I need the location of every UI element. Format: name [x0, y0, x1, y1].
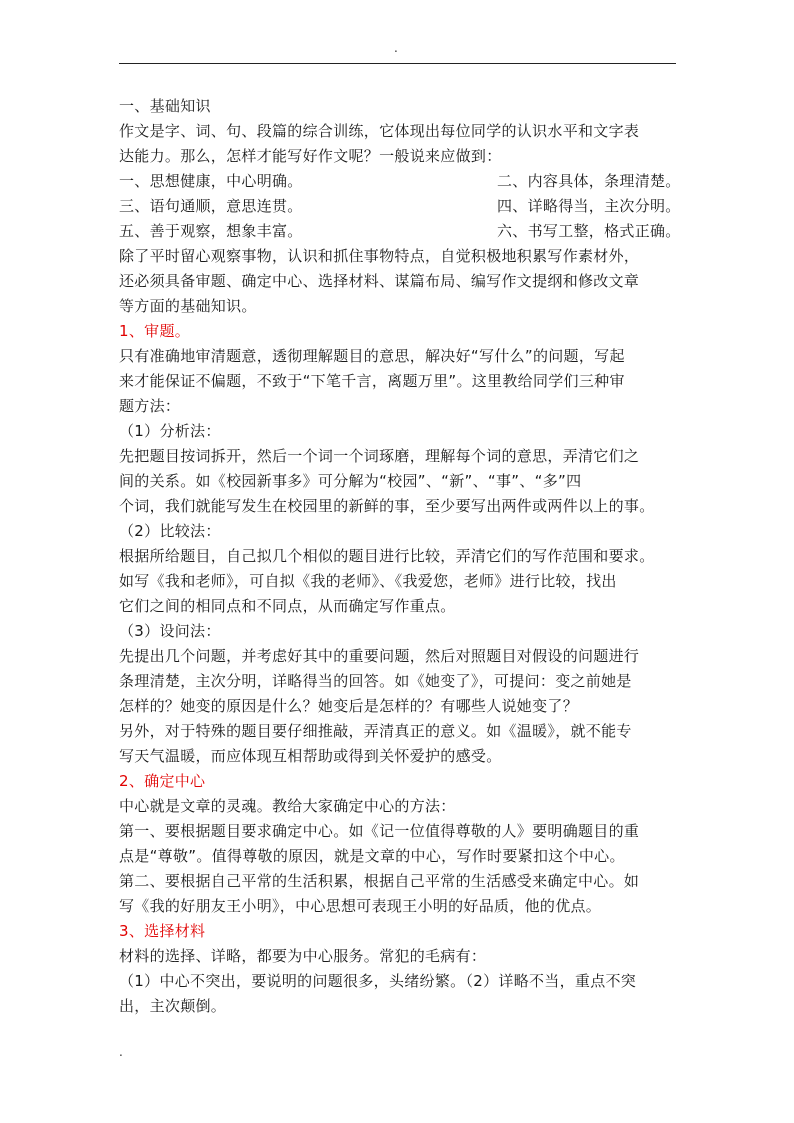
subheading-comparison: （2）比较法： [119, 522, 221, 540]
paragraph-line: 怎样的？她变的原因是什么？她变后是怎样的？有哪些人说她变了？ [119, 697, 579, 715]
paragraph-line: 个词，我们就能写发生在校园里的新鲜的事，至少要写出两件或两件以上的事。 [119, 497, 655, 515]
header-rule [119, 63, 676, 64]
requirement-item: 五、善于观察，想象丰富。 [119, 222, 303, 240]
footer-dot: . [119, 1045, 123, 1059]
paragraph-line: 除了平时留心观察事物，认识和抓住事物特点，自觉积极地积累写作素材外， [119, 247, 640, 265]
requirement-item: 六、书写工整，格式正确。 [497, 222, 681, 240]
paragraph-line: 先提出几个问题，并考虑好其中的重要问题，然后对照题目对假设的问题进行 [119, 647, 640, 665]
paragraph-line: 写《我的好朋友王小明》，中心思想可表现王小明的好品质，他的优点。 [119, 897, 602, 915]
paragraph-line: 只有准确地审清题意，透彻理解题目的意思，解决好“写什么”的问题，写起 [119, 347, 625, 365]
paragraph-line: 条理清楚，主次分明，详略得当的回答。如《她变了》，可提问：变之前她是 [119, 672, 632, 690]
paragraph-line: 如写《我和老师》，可自拟《我的老师》、《我爱您，老师》进行比较，找出 [119, 572, 617, 590]
paragraph-line: 材料的选择、详略，都要为中心服务。常犯的毛病有： [119, 947, 487, 965]
paragraph-line: （1）中心不突出，要说明的问题很多，头绪纷繁。（2）详略不当，重点不突 [119, 972, 637, 990]
requirement-item: 一、思想健康，中心明确。 [119, 172, 303, 190]
paragraph-line: 题方法： [119, 397, 181, 415]
subheading-analysis: （1）分析法： [119, 422, 221, 440]
paragraph-line: 点是“尊敬”。值得尊敬的原因，就是文章的中心，写作时要紧扣这个中心。 [119, 847, 625, 865]
requirement-item: 四、详略得当，主次分明。 [497, 197, 681, 215]
paragraph-line: 作文是字、词、句、段篇的综合训练，它体现出每位同学的认识水平和文字表 [119, 122, 640, 140]
paragraph-line: 等方面的基础知识。 [119, 297, 257, 315]
paragraph-line: 先把题目按词拆开，然后一个词一个词琢磨，理解每个词的意思，弄清它们之 [119, 447, 640, 465]
section-title-basics: 一、基础知识 [119, 97, 211, 115]
subheading-questioning: （3）设问法： [119, 622, 221, 640]
paragraph-line: 第一、要根据题目要求确定中心。如《记一位值得尊敬的人》要明确题目的重 [119, 822, 640, 840]
paragraph-line: 第二、要根据自己平常的生活积累，根据自己平常的生活感受来确定中心。如 [119, 872, 640, 890]
paragraph-line: 中心就是文章的灵魂。教给大家确定中心的方法： [119, 797, 456, 815]
paragraph-line: 根据所给题目，自己拟几个相似的题目进行比较，弄清它们的写作范围和要求。 [119, 547, 655, 565]
paragraph-line: 写天气温暖，而应体现互相帮助或得到关怀爱护的感受。 [119, 747, 502, 765]
paragraph-line: 出，主次颠倒。 [119, 997, 227, 1015]
paragraph-line: 来才能保证不偏题，不致于“下笔千言，离题万里”。这里教给同学们三种审 [119, 372, 625, 390]
paragraph-line: 它们之间的相同点和不同点，从而确定写作重点。 [119, 597, 456, 615]
requirements-row [119, 194, 689, 219]
requirements-row [119, 169, 689, 194]
paragraph-line: 还必须具备审题、确定中心、选择材料、谋篇布局、编写作文提纲和修改文章 [119, 272, 640, 290]
heading-review-topic: 1、审题。 [119, 322, 191, 340]
header-dot: . [394, 41, 398, 55]
heading-choose-material: 3、选择材料 [119, 922, 206, 940]
heading-determine-center: 2、确定中心 [119, 772, 206, 790]
paragraph-line: 另外，对于特殊的题目要仔细推敲，弄清真正的意义。如《温暖》，就不能专 [119, 722, 632, 740]
document-body [119, 94, 689, 1019]
paragraph-line: 间的关系。如《校园新事多》可分解为“校园”、“新”、“事”、“多”四 [119, 472, 582, 490]
requirements-row [119, 219, 689, 244]
paragraph-line: 达能力。那么，怎样才能写好作文呢？一般说来应做到： [119, 147, 502, 165]
requirement-item: 三、语句通顺，意思连贯。 [119, 197, 303, 215]
requirement-item: 二、内容具体，条理清楚。 [497, 172, 681, 190]
